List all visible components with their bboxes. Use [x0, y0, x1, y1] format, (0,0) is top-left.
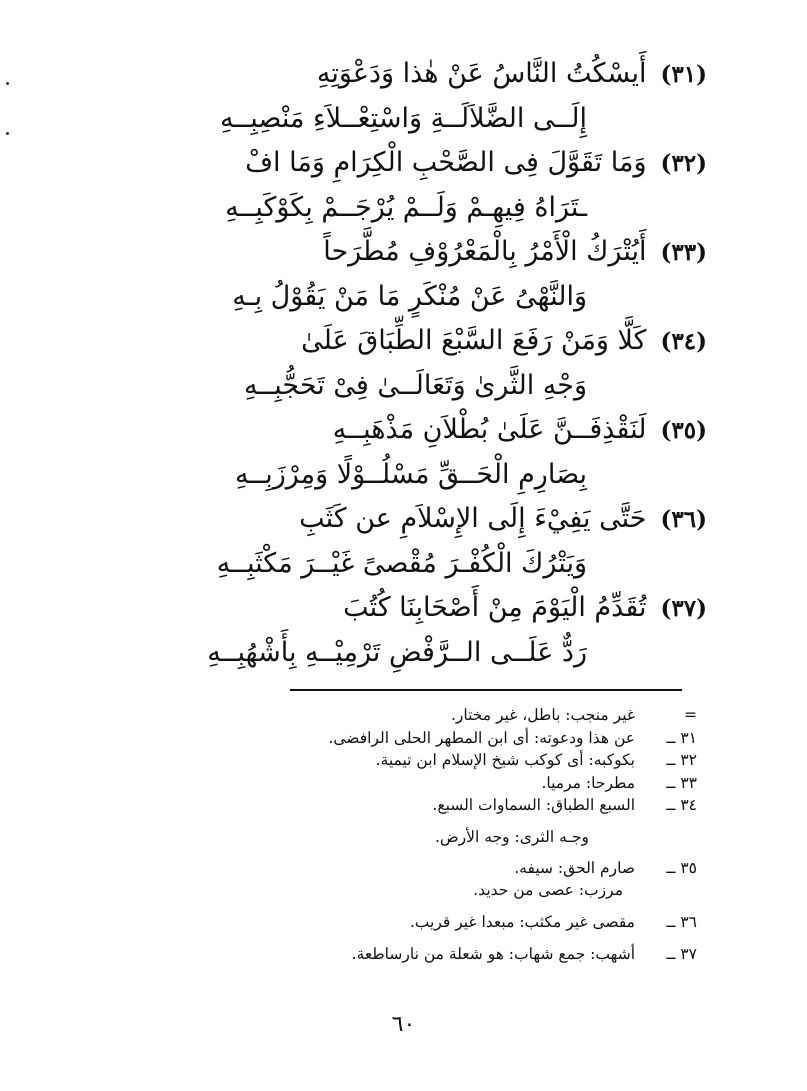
- footnote: [300, 943, 697, 966]
- hemistich: رَدٌّ عَلَــى الــرَّفْضِ تَرْمِيْــهِ بِأَشْهُبِــهِ: [207, 636, 587, 668]
- verse-number: (٣٧): [660, 595, 707, 622]
- verse-number: (٣٢): [660, 150, 707, 177]
- footnote-number: =: [684, 706, 697, 724]
- footnote-text: بكوكبه: أى كوكب شيخ الإسلام ابن تيمية.: [375, 751, 635, 769]
- footnote-number: ٣١ ــ: [666, 728, 697, 747]
- footnote-text: مطرحا: مرميا.: [541, 773, 635, 792]
- hemistich: أَيسْكُتُ النَّاسُ عَنْ هٰذا وَدَعْوَتِهِ: [316, 58, 647, 89]
- hemistich: بِصَارِمِ الْحَــقِّ مَسْلُــوْلًا وَمِرْزَبِــهِ: [234, 458, 587, 490]
- verse-37-first: [90, 586, 707, 631]
- footnote: [300, 772, 697, 795]
- hemistich: أَيُتْرَكُ الْأَمْرُ بِالْمَعْرُوْفِ مُطَّرَحاً: [323, 236, 647, 267]
- footnote: [300, 794, 697, 826]
- hemistich: ـتَرَاهُ فِيهِـمْ وَلَــمْ يُرْجَــمْ بِكَوْكَبِــهِ: [225, 191, 587, 223]
- hemistich: كَلَّا وَمَنْ رَفَعَ السَّبْعَ الطِّبَاقَ عَلَىٰ: [301, 325, 647, 356]
- footnote-text: غير منجب: باطل، غير مختار.: [450, 706, 635, 724]
- footnote-subtext: مرزب: عصى من حديد.: [473, 881, 623, 899]
- hemistich: وَيَتْرُكَ الْكُفْـرَ مُقْصىً غَيْــرَ مَكْثَبِــهِ: [216, 547, 587, 579]
- verse-34-first: [90, 319, 707, 364]
- footnote-separator: [290, 689, 682, 691]
- hemistich: إِلَــى الضَّلاَلَــةِ وَاسْتِعْــلاَءِ مَنْصِبِــهِ: [219, 102, 587, 134]
- verse-number: (٣٤): [660, 328, 707, 355]
- margin-mark: [6, 132, 9, 135]
- footnote-text: السبع الطباق: السماوات السبع.: [432, 796, 635, 814]
- verse-number: (٣١): [660, 61, 707, 88]
- verse-36-second: [90, 542, 707, 587]
- poem: [90, 52, 707, 675]
- verse-32-first: [90, 141, 707, 186]
- verse-number: (٣٥): [660, 417, 707, 444]
- footnote-text: أشهب: جمع شهاب: هو شعلة من نارساطعة.: [351, 945, 635, 963]
- footnote-subtext: وجـه الثرى: وجه الأرض.: [435, 828, 589, 846]
- footnote: [300, 704, 697, 727]
- verse-37-second: [90, 631, 707, 676]
- footnote-number: ٣٣ ــ: [666, 773, 697, 792]
- footnote-number: ٣٦ ــ: [666, 913, 697, 931]
- verse-number: (٣٦): [660, 506, 707, 533]
- footnote-text: عن هذا ودعوته: أى ابن المطهر الحلى الرافضى.: [328, 728, 635, 747]
- hemistich: لَنَقْذِفَــنَّ عَلَىٰ بُطْلاَنِ مَذْهَبِــهِ: [332, 414, 647, 445]
- page-number: ٦٠: [391, 1012, 416, 1037]
- footnote: [300, 749, 697, 772]
- margin-mark: [6, 82, 9, 85]
- footnote: [300, 911, 697, 943]
- verse-34-second: [90, 364, 707, 409]
- verse-32-second: [90, 186, 707, 231]
- footnotes: [300, 704, 697, 966]
- hemistich: حَتَّى يَفِيْءَ إِلَى الإِسْلاَمِ عن كَثَبِ: [299, 503, 647, 534]
- verse-35-first: [90, 408, 707, 453]
- verse-33-first: [90, 230, 707, 275]
- footnote: [300, 857, 697, 880]
- hemistich: وَالنَّهْىُ عَنْ مُنْكَرٍ مَا مَنْ يَقُوْلُ بِـهِ: [232, 280, 587, 312]
- footnote-number: ٣٢ ــ: [666, 751, 697, 769]
- footnote-number: ٣٥ ــ: [666, 858, 697, 877]
- footnote-text: صارم الحق: سيفه.: [514, 858, 635, 877]
- hemistich: تُقَدِّمُ الْيَوْمَ مِنْ أَصْحَابِنَا كُتُبَ: [343, 592, 647, 623]
- verse-31-first: [90, 52, 707, 97]
- verse-33-second: [90, 275, 707, 320]
- verse-number: (٣٣): [660, 239, 707, 266]
- footnote-text: مقصى غير مكثب: مبعدا غير قريب.: [409, 913, 635, 931]
- footnote: [300, 727, 697, 750]
- footnote-number: ٣٧ ــ: [666, 945, 697, 963]
- hemistich: وَجْهِ الثَّرىٰ وَتَعَالَــىٰ فِىْ تَحَجُّبِــهِ: [243, 369, 587, 401]
- footnote-number: ٣٤ ــ: [666, 796, 697, 814]
- hemistich: وَمَا تَقَوَّلَ فِى الصَّحْبِ الْكِرَامِ وَمَا افْ: [245, 147, 647, 178]
- verse-36-first: [90, 497, 707, 542]
- verse-35-second: [90, 453, 707, 498]
- footnote-continuation: [300, 879, 697, 911]
- verse-31-second: [90, 97, 707, 142]
- footnote-continuation: [300, 826, 697, 849]
